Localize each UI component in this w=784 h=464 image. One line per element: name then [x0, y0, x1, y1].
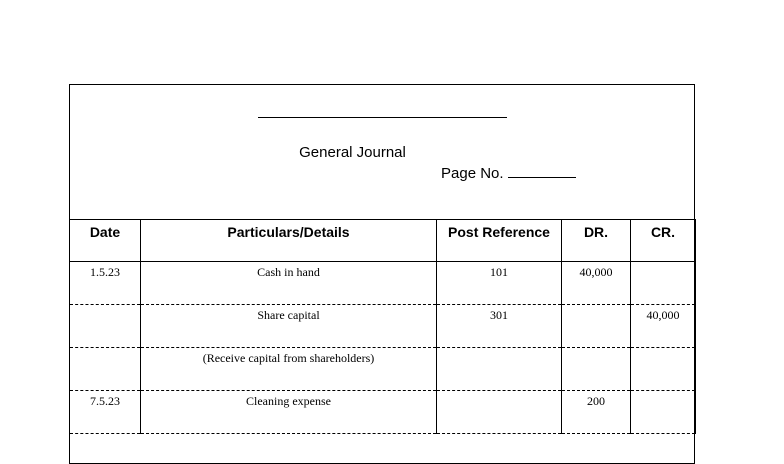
header-post-reference: Post Reference [437, 220, 562, 262]
row-debit [562, 348, 631, 391]
row-post-reference [437, 391, 562, 434]
journal-row [70, 305, 696, 348]
row-credit [631, 262, 696, 305]
journal-row [70, 391, 696, 434]
row-debit [562, 305, 631, 348]
row-post-reference: 301 [437, 305, 562, 348]
header-date: Date [70, 220, 141, 262]
row-credit [631, 348, 696, 391]
header-debit: DR. [562, 220, 631, 262]
page-number-field [441, 165, 576, 182]
row-date [70, 305, 141, 348]
page-number-label: Page No. [441, 165, 504, 182]
header-row [70, 220, 696, 262]
row-particulars: Share capital [141, 305, 437, 348]
row-date [70, 348, 141, 391]
row-date: 7.5.23 [70, 391, 141, 434]
row-credit: 40,000 [631, 305, 696, 348]
header-particulars: Particulars/Details [141, 220, 437, 262]
row-particulars: Cash in hand [141, 262, 437, 305]
journal-row [70, 348, 696, 391]
page-number-blank [508, 165, 576, 178]
header-credit: CR. [631, 220, 696, 262]
row-post-reference: 101 [437, 262, 562, 305]
row-date: 1.5.23 [70, 262, 141, 305]
journal-title: General Journal [299, 144, 406, 161]
row-particulars: Cleaning expense [141, 391, 437, 434]
row-debit: 40,000 [562, 262, 631, 305]
general-journal-form [69, 84, 695, 464]
journal-row [70, 262, 696, 305]
row-particulars: (Receive capital from shareholders) [141, 348, 437, 391]
journal-table [69, 219, 696, 434]
row-debit: 200 [562, 391, 631, 434]
row-post-reference [437, 348, 562, 391]
name-blank-line [258, 117, 507, 118]
row-credit [631, 391, 696, 434]
